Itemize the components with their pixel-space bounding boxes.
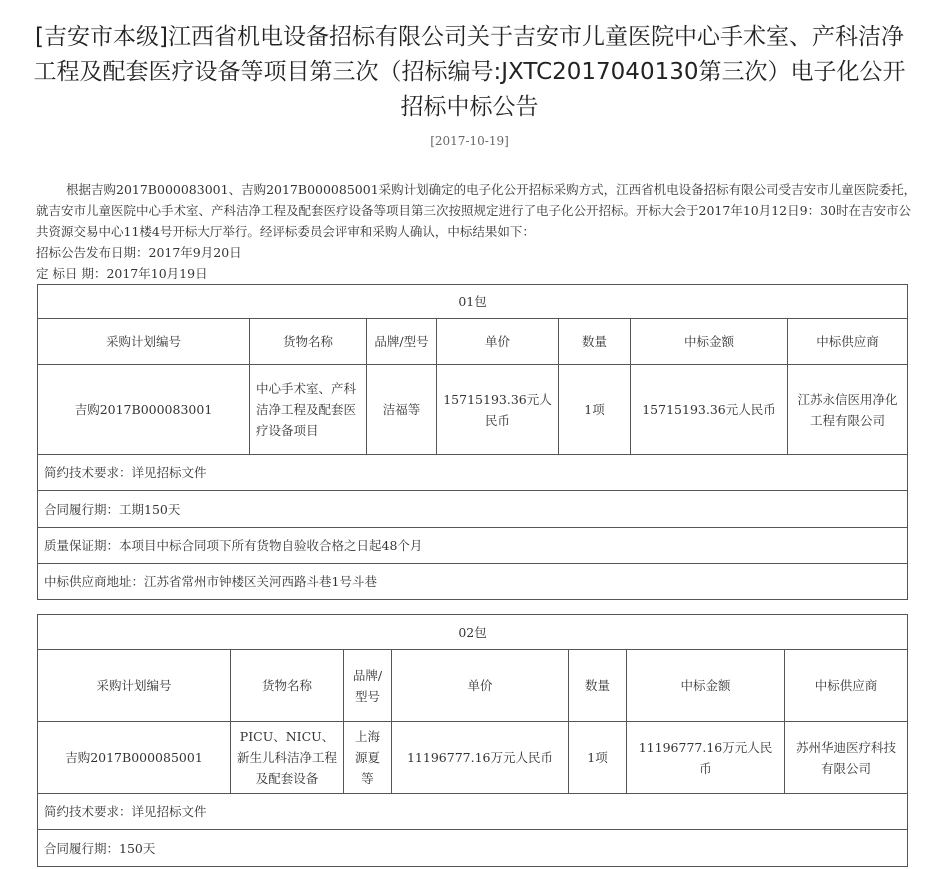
cell-supplier: 江苏永信医用净化工程有限公司: [788, 365, 908, 455]
header-plan-no: 采购计划编号: [38, 650, 231, 722]
package-name: 02包: [38, 615, 908, 650]
header-supplier: 中标供应商: [788, 319, 908, 365]
package-table-02: [37, 614, 908, 867]
award-date-line: 定 标日 期：2017年10月19日: [36, 266, 208, 281]
cell-plan-no: 吉购2017B000085001: [38, 722, 231, 794]
cell-amount: 11196777.16万元人民币: [627, 722, 785, 794]
header-supplier: 中标供应商: [785, 650, 908, 722]
cell-amount: 15715193.36元人民币: [631, 365, 788, 455]
header-goods: 货物名称: [231, 650, 344, 722]
contract-period: 合同履行期：工期150天: [38, 491, 908, 528]
header-qty: 数量: [569, 650, 627, 722]
publish-date: [2017-10-19]: [430, 134, 509, 148]
header-unit-price: 单价: [437, 319, 559, 365]
header-plan-no: 采购计划编号: [38, 319, 250, 365]
notice-body: [36, 179, 918, 284]
publish-date-line: 招标公告发布日期：2017年9月20日: [36, 245, 242, 260]
cell-qty: 1项: [569, 722, 627, 794]
cell-brand: 上海源夏等: [344, 722, 392, 794]
header-brand: 品牌/型号: [344, 650, 392, 722]
header-qty: 数量: [559, 319, 631, 365]
header-amount: 中标金额: [631, 319, 788, 365]
tech-requirements: 简约技术要求：详见招标文件: [38, 455, 908, 491]
warranty-period: 质量保证期：本项目中标合同项下所有货物自验收合格之日起48个月: [38, 528, 908, 564]
contract-period: 合同履行期：150天: [38, 830, 908, 867]
package-table-01: [37, 284, 908, 600]
cell-brand: 洁福等: [367, 365, 437, 455]
header-unit-price: 单价: [392, 650, 569, 722]
header-goods: 货物名称: [250, 319, 367, 365]
cell-unit-price: 11196777.16万元人民币: [392, 722, 569, 794]
cell-supplier: 苏州华迪医疗科技有限公司: [785, 722, 908, 794]
cell-goods: PICU、NICU、新生儿科洁净工程及配套设备: [231, 722, 344, 794]
header-amount: 中标金额: [627, 650, 785, 722]
tech-requirements: 简约技术要求：详见招标文件: [38, 794, 908, 830]
supplier-address: 中标供应商地址：江苏省常州市钟楼区关河西路斗巷1号斗巷: [38, 564, 908, 600]
cell-unit-price: 15715193.36元人民币: [437, 365, 559, 455]
header-brand: 品牌/型号: [367, 319, 437, 365]
cell-goods: 中心手术室、产科洁净工程及配套医疗设备项目: [250, 365, 367, 455]
package-name: 01包: [38, 285, 908, 319]
cell-plan-no: 吉购2017B000083001: [38, 365, 250, 455]
cell-qty: 1项: [559, 365, 631, 455]
intro-paragraph: 根据吉购2017B000083001、吉购2017B000085001采购计划确定的电子化公开招标采购方式，江西省机电设备招标有限公司受吉安市儿童医院委托，就吉安市儿童医院中心手术室、产科洁净工程及配套医疗设备等项目第三次按照规定进行了电子化公开招标。开标大会于2017年10月12日9：30时在吉安市公共资源交易中心11楼4号开标大厅举行。经评标委员会评审和采购人确认，中标结果如下：: [36, 182, 917, 239]
notice-title: [吉安市本级]江西省机电设备招标有限公司关于吉安市儿童医院中心手术室、产科洁净工程及配套医疗设备等项目第三次（招标编号:JXTC2017040130第三次）电子化公开招标中标公告: [33, 24, 906, 120]
